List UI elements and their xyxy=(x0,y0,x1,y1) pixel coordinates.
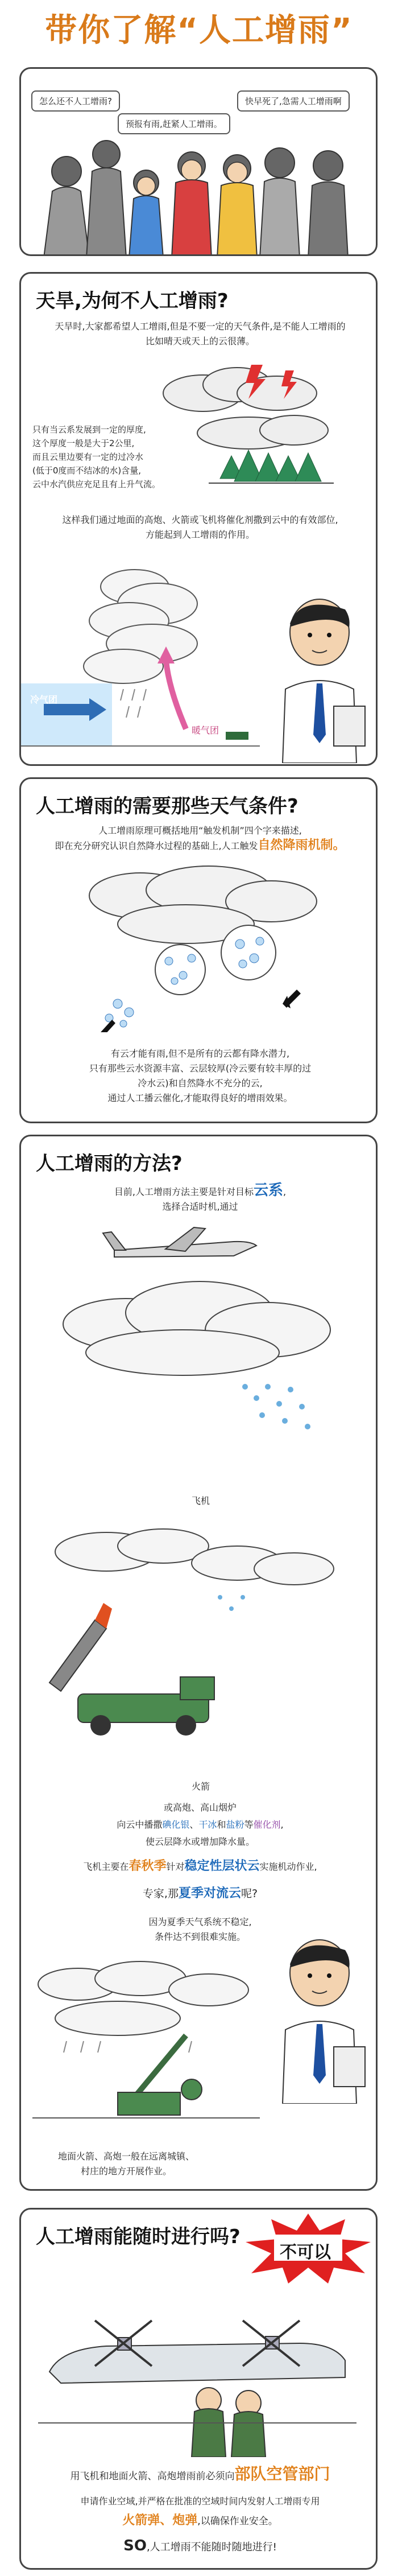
air-mass-illustration xyxy=(21,558,260,752)
speech-bubble-left: 怎么还不人工增雨? xyxy=(31,90,120,112)
label-aircraft: 飞机 xyxy=(192,1495,210,1506)
section-methods-p4: 专家,那夏季对流云呢? xyxy=(142,1886,258,1901)
section-methods-p5: 因为夏季天气系统不稳定, 条件达不到很难实施。 xyxy=(148,1916,252,1942)
section-drought-title: 天旱,为何不人工增雨? xyxy=(36,290,229,312)
section-methods-p1: 目前,人工增雨方法主要是针对目标云系, 选择合适时机,通过 xyxy=(114,1182,287,1212)
section-timing-title: 人工增雨能随时进行吗? xyxy=(36,2225,241,2248)
section-conditions xyxy=(19,777,378,1123)
section-conditions-p2: 有云才能有雨,但不是所有的云都有降水潜力, 只有那些云水资源丰富、云层较厚(冷云要有较丰厚的过 冷水云)和自然降水不充分的云, 通过人工播云催化,才能取得良好的增雨效果。 xyxy=(89,1048,312,1103)
section-timing-p2: 申请作业空域,并严格在批准的空域时间内发射人工增雨专用 xyxy=(80,2496,320,2507)
section-conditions-title: 人工增雨的需要那些天气条件? xyxy=(36,795,298,818)
label-warm-air: 暖气团 xyxy=(192,725,219,736)
section-conditions-p1: 人工增雨原理可概括地用“触发机制”四个字来描述, 即在充分研究认识自然降水过程的基础上,人工触发自然降雨机制。 xyxy=(55,825,346,852)
burst-text: 不可以 xyxy=(280,2243,331,2262)
expert-character xyxy=(266,592,374,763)
expert-character-2 xyxy=(266,1933,374,2104)
section-drought-p2: 只有当云系发展到一定的厚度, 这个厚度一般是大于2公里, 而且云里边要有一定的过冷水 (低于0度而不结冰的水)含量, 云中水汽供应充足且有上升气流。 xyxy=(32,424,161,489)
speech-bubble-center: 预报有雨,赶紧人工增雨。 xyxy=(118,113,230,134)
section-drought xyxy=(19,272,378,766)
label-rocket: 火箭 xyxy=(192,1781,210,1792)
section-methods-p2: 或高炮、高山烟炉 向云中播撒碘化银、干冰和盐粉等催化剂, 使云层降水或增加降水量。 xyxy=(117,1802,284,1847)
speech-bubble-right: 快早死了,急需人工增雨啊 xyxy=(237,90,350,112)
section-timing xyxy=(19,2208,378,2570)
intro-panel xyxy=(19,67,378,256)
storm-cloud-illustration xyxy=(152,359,368,490)
label-cold-air: 冷气团 xyxy=(30,694,58,705)
military-aircraft-illustration xyxy=(38,2286,356,2457)
page-title: 带你了解“人工增雨” xyxy=(45,12,353,49)
section-methods-title: 人工增雨的方法? xyxy=(36,1152,183,1175)
section-timing-p1: 用飞机和地面火箭、高炮增雨前必须向部队空管部门 xyxy=(70,2464,330,2483)
cloud-microphysics-illustration xyxy=(84,862,322,1032)
aircraft-seeding-illustration xyxy=(40,1216,359,1455)
ground-cannon-illustration xyxy=(32,1956,260,2126)
section-methods-p6: 地面火箭、高炮一般在远离城镇、 村庄的地方开展作业。 xyxy=(57,2151,194,2177)
rocket-launcher-illustration xyxy=(32,1523,351,1785)
section-methods xyxy=(19,1135,378,2191)
section-methods-p3: 飞机主要在春秋季针对稳定性层状云实施机动作业, xyxy=(83,1859,317,1873)
section-timing-p4: SO,人工增雨不能随时随地进行! xyxy=(123,2537,277,2554)
section-drought-p1: 天旱时,大家都希望人工增雨,但是不要一定的天气条件,是不能人工增雨的 比如晴天或天上的云很薄。 xyxy=(55,321,346,347)
section-timing-p3: 火箭弹、炮弹,以确保作业安全。 xyxy=(122,2513,278,2528)
section-drought-p3: 这样我们通过地面的高炮、火箭或飞机将催化剂撒到云中的有效部位, 方能起到人工增雨的作用。 xyxy=(62,514,338,540)
